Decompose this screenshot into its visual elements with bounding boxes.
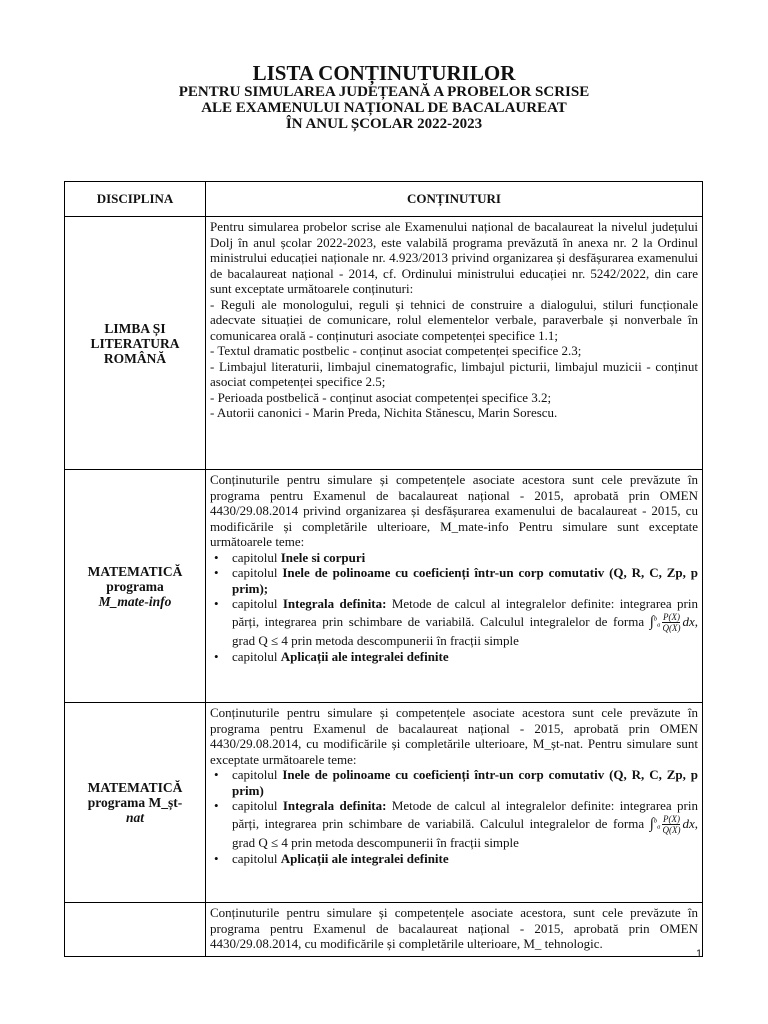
page-number: 1 <box>696 948 703 960</box>
page-title: LISTA CONȚINUTURILOR <box>252 61 516 85</box>
list-item: • capitolul Inele de polinoame cu coeficienți într-un corp comutativ (Q, R, C, Zp, p prim); <box>232 565 698 596</box>
content-cell: Pentru simularea probelor scrise ale Examenului național de bacalaureat la nivelul județului Dolj în anul școlar 2022-2023, este valabilă programa prevăzută în anexa nr. 2 la Ordinul ministrului educației naționale nr. 4.923/2013 privind organizarea și desfășurarea examenului de bacalaureat național - 2014, cf. Ordinului ministrului educației nr. 5242/2022, din care sunt exceptate următoarele conținuturi: - Reguli ale monologului, reguli și tehnici de construire a dialogului, stiluri funcționale adecvate situației de comunicare, rolul elementelor verbale, paraverbale și nonverbale în comunicarea orală - conținuturi asociate competenței specifice 1.1; - Textul dramatic postbelic - conținut asociat competenței specifice 2.3; - Limbajul literaturii, limbajul cinematografic, limbajul picturii, limbajul muzicii - conținut asociat competenței specifice 2.5; - Perioada postbelică - conținut asociat competenței specifice 3.2; - Autorii canonici - Marin Preda, Nichita Stănescu, Marin Sorescu. <box>206 217 703 470</box>
header-discipline: DISCIPLINA <box>65 182 206 217</box>
header-content: CONȚINUTURI <box>206 182 703 217</box>
subtitle-line-2: ALE EXAMENULUI NAȚIONAL DE BACALAUREAT <box>201 100 567 116</box>
list-item: • capitolul Integrala definita: Metode de calcul al integralelor definite: integrarea prin părți, integrarea prin schimbare de variabilă. Calculul integralelor de forma ∫$^b_a$ $\frac{P(X)}{Q(X)}$ dx, grad Q ≤ 4 prin metoda descompunerii în fracții simple <box>232 798 698 851</box>
list-item: • capitolul Aplicații ale integralei definite <box>232 649 698 665</box>
list-item: • capitolul Inele si corpuri <box>232 550 698 566</box>
subtitle-line-3: ÎN ANUL ȘCOLAR 2022-2023 <box>285 116 483 132</box>
content-cell: Conținuturile pentru simulare și competențele asociate acestora sunt cele prevăzute în programa pentru Examenul de bacalaureat național - 2015, aprobată prin OMEN 4430/29.08.2014, cu modificările și completările ulterioare, M_șt-nat. Pentru simulare sunt exceptate următoarele teme: • capitolul Inele de polinoame cu coeficienți într-un corp comutativ (Q, R, C, Zp, p prim) • capitolul Integrala definita: Metode de calcul al integralelor definite: integrarea prin părți, integrarea prin schimbare de variabilă. Calculul integralelor de forma ∫$^b_a$ $\frac{P(X)}{Q(X)}$ dx, grad Q ≤ 4 prin metoda descompunerii în fracții simple • capitolul Aplicații ale integralei definite <box>206 703 703 903</box>
subtitle-line-1: PENTRU SIMULAREA JUDEȚEANĂ A PROBELOR SCRISE <box>178 84 590 100</box>
excluded-topics-list <box>210 767 698 866</box>
table-row <box>65 470 703 703</box>
fraction: $\frac{P(X)}{Q(X)}$ <box>662 813 681 835</box>
excluded-topics-list <box>210 550 698 665</box>
integral-symbol: ∫ <box>649 815 654 832</box>
table-header-row <box>65 182 703 217</box>
discipline-cell: LIMBA ȘI LITERATURA ROMÂNĂ <box>65 217 206 470</box>
fraction: $\frac{P(X)}{Q(X)}$ <box>662 611 681 633</box>
discipline-cell <box>65 903 206 957</box>
content-cell: Conținuturile pentru simulare și competențele asociate acestora sunt cele prevăzute în programa pentru Examenul de bacalaureat național - 2015, aprobată prin OMEN 4430/29.08.2014 privind organizarea și desfășurarea examenului de bacalaureat - 2015, cu modificările și completările ulterioare, M_mate-info Pentru simulare sunt exceptate următoarele teme: • capitolul Inele si corpuri • capitolul Inele de polinoame cu coeficienți într-un corp comutativ (Q, R, C, Zp, p prim); • capitolul Integrala definita: Metode de calcul al integralelor definite: integrarea prin părți, integrarea prin schimbare de variabilă. Calculul integralelor de forma ∫$^b_a$ $\frac{P(X)}{Q(X)}$ dx, grad Q ≤ 4 prin metoda descompunerii în fracții simple • capitolul Aplicații ale integralei definite <box>206 470 703 703</box>
table-row <box>65 703 703 903</box>
table-row <box>65 217 703 470</box>
list-item: • capitolul Aplicații ale integralei definite <box>232 851 698 867</box>
content-table <box>64 181 703 957</box>
list-item: • capitolul Inele de polinoame cu coeficienți într-un corp comutativ (Q, R, C, Zp, p prim) <box>232 767 698 798</box>
discipline-cell: MATEMATICĂ programa M_mate-info <box>65 470 206 703</box>
list-item: • capitolul Integrala definita: Metode de calcul al integralelor definite: integrarea prin părți, integrarea prin schimbare de variabilă. Calculul integralelor de forma ∫$^b_a$ $\frac{P(X)}{Q(X)}$ dx, grad Q ≤ 4 prin metoda descompunerii în fracții simple <box>232 596 698 649</box>
document-header <box>0 62 768 132</box>
content-cell: Conținuturile pentru simulare și competențele asociate acestora, sunt cele prevăzute în programa pentru Examenul de bacalaureat național - 2015, aprobată prin OMEN 4430/29.08.2014, cu modificările și completările ulterioare, M_ tehnologic. <box>206 903 703 957</box>
discipline-cell: MATEMATICĂ programa M_șt- nat <box>65 703 206 903</box>
integral-symbol: ∫ <box>649 613 654 630</box>
table-row <box>65 903 703 957</box>
